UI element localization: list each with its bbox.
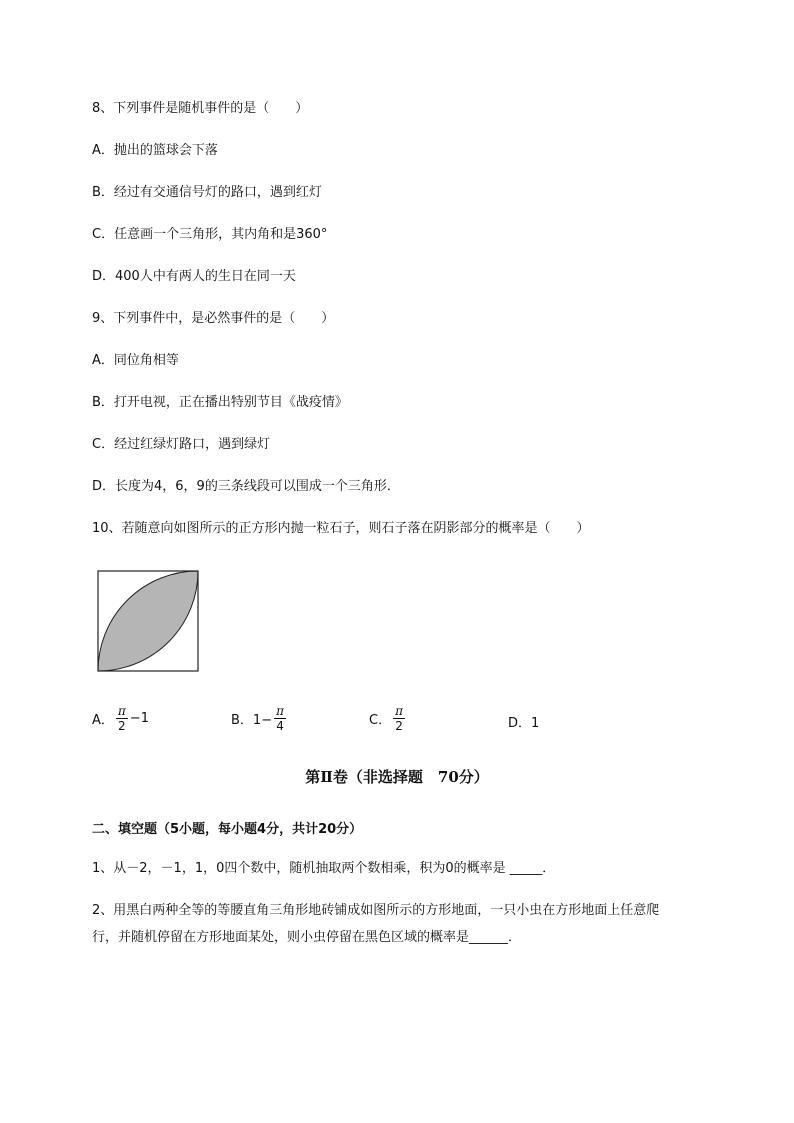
shaded-leaf-region: [98, 571, 198, 671]
fill-q2-line1: 2、用黑白两种全等的等腰直角三角形地砖铺成如图所示的方形地面，一只小虫在方形地面上任意爬: [92, 903, 660, 918]
fraction-numerator: π: [395, 704, 403, 718]
option-c-label: C．: [369, 713, 392, 728]
q9-option-b: B．打开电视，正在播出特别节目《战疫情》: [92, 395, 348, 410]
q9-option-c: C．经过红绿灯路口，遇到绿灯: [92, 437, 271, 452]
fraction-denominator: 2: [118, 719, 126, 733]
q10-square-figure: [96, 569, 200, 673]
q8-option-d: D．400人中有两人的生日在同一天: [92, 269, 296, 284]
option-c-fraction: [393, 704, 405, 733]
q9-stem: 9、下列事件中，是必然事件的是（ ）: [92, 311, 335, 326]
fraction-numerator: π: [276, 704, 284, 718]
q8-stem: 8、下列事件是随机事件的是（ ）: [92, 101, 309, 116]
q8-option-c: C．任意画一个三角形，其内角和是360°: [92, 227, 328, 242]
fill-q2-line2: 行，并随机停留在方形地面某处，则小虫停留在黑色区域的概率是______．: [92, 930, 522, 945]
q10-option-c: [369, 704, 407, 733]
q8-option-a: A．抛出的篮球会下落: [92, 143, 218, 158]
option-d-label: D．1: [508, 716, 540, 731]
option-b-label: B．1−: [231, 713, 273, 728]
option-a-tail: −1: [129, 711, 149, 726]
option-b-fraction: [274, 704, 286, 733]
q8-option-b: B．经过有交通信号灯的路口，遇到红灯: [92, 185, 322, 200]
q10-option-d: [508, 712, 539, 731]
fraction-denominator: 4: [276, 719, 284, 733]
fill-q1: 1、从－2，－1，1，0四个数中，随机抽取两个数相乘，积为0的概率是 _____．: [92, 861, 556, 876]
q10-option-a: [92, 704, 149, 733]
section-title: 第Ⅱ卷（非选择题 70分）: [305, 768, 489, 786]
q10-option-b: [231, 704, 288, 733]
fraction-denominator: 2: [395, 719, 403, 733]
q9-option-d: D．长度为4，6，9的三条线段可以围成一个三角形．: [92, 479, 400, 494]
q9-option-a: A．同位角相等: [92, 353, 179, 368]
option-a-fraction: [116, 704, 128, 733]
option-a-label: A．: [92, 713, 114, 728]
q10-stem: 10、若随意向如图所示的正方形内抛一粒石子，则石子落在阴影部分的概率是（ ）: [92, 521, 590, 536]
fraction-numerator: π: [117, 704, 126, 718]
fill-in-section-heading: 二、填空题（5小题，每小题4分，共计20分）: [92, 822, 363, 837]
